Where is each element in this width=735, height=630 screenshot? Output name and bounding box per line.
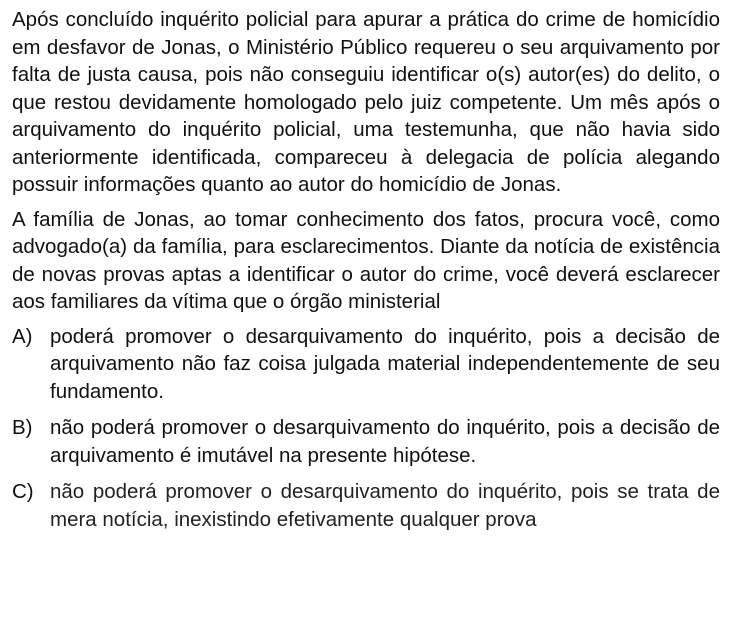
- option-a-text: poderá promover o desarquivamento do inquérito, pois a decisão de arquivamento não faz coisa julgada material independentemente de seu fundamento.: [50, 324, 720, 403]
- option-c-letter: C): [12, 480, 34, 503]
- option-b-text: não poderá promover o desarquivamento do inquérito, pois a decisão de arquivamento é imutável na presente hipótese.: [50, 416, 720, 467]
- option-c-text: não poderá promover o desarquivamento do inquérito, pois se trata de mera notícia, inexistindo efetivamente qualquer prova: [50, 480, 720, 531]
- option-b: [12, 414, 720, 469]
- option-c: [12, 478, 720, 533]
- question-text-block: [12, 6, 720, 542]
- option-a-letter: A): [12, 324, 33, 348]
- option-b-letter: B): [12, 416, 33, 439]
- question-paragraph-2: A família de Jonas, ao tomar conhecimento dos fatos, procura você, como advogado(a) da família, para esclarecimentos. Diante da notícia de existência de novas provas aptas a identificar o autor do crime, você deverá esclarecer aos familiares da vítima que o órgão ministerial: [12, 207, 720, 313]
- question-paragraph-1: Após concluído inquérito policial para apurar a prática do crime de homicídio em desfavor de Jonas, o Ministério Público requereu o seu arquivamento por falta de justa causa, pois não conseguiu identificar o(s) autor(es) do delito, o que restou devidamente homologado pelo juiz competente. Um mês após o arquivamento do inquérito policial, uma testemunha, que não havia sido anteriormente identificada, compareceu à delegacia de polícia alegando possuir informações quanto ao autor do homicídio de Jonas.: [12, 8, 720, 196]
- option-a: [12, 323, 720, 406]
